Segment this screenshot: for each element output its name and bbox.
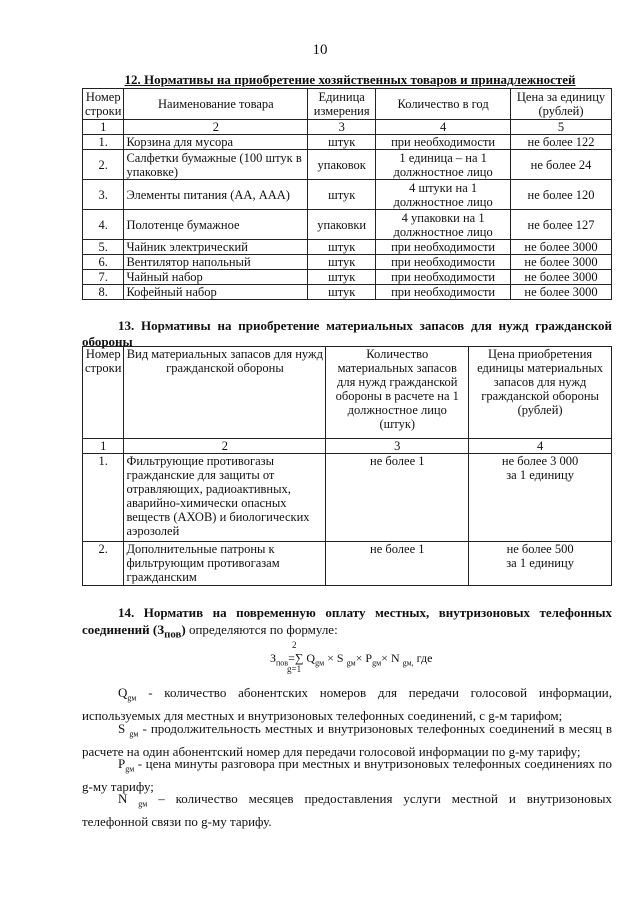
price-unit: за 1 единицу: [506, 468, 574, 482]
table-row: [83, 454, 612, 542]
item-quantity: при необходимости: [376, 270, 511, 285]
item-unit: штук: [308, 285, 376, 300]
row-number: 2.: [83, 542, 124, 586]
header-price: Цена за единицу (рублей): [511, 89, 612, 120]
row-number: 1.: [83, 135, 124, 150]
row-number: 8.: [83, 285, 124, 300]
item-price: не более 3000: [511, 285, 612, 300]
header-price: Цена приобретения единицы материальных запасов для нужд гражданской обороны (рублей): [469, 347, 612, 439]
material-name: Дополнительные патроны к фильтрующим противогазам гражданским: [124, 542, 326, 586]
section-12-title: 12. Нормативы на приобретение хозяйственных товаров и принадлежностей: [124, 72, 576, 87]
header-row-number: Номер строки: [83, 89, 124, 120]
definition-q: $Q_{gм}$ - количество абонентских номеров для передачи голосовой информации, используемых для местных и внутризоновых телефонных соединений, с g-м тарифом;: [82, 685, 612, 723]
table-household-goods: [82, 88, 612, 300]
item-unit: штук: [308, 135, 376, 150]
item-quantity: 4 упаковки на 1 должностное лицо: [376, 210, 511, 240]
col-number: 3: [308, 120, 376, 135]
item-quantity: при необходимости: [376, 285, 511, 300]
header-row-number: Номер строки: [83, 347, 124, 439]
col-number: 1: [83, 439, 124, 454]
col-number: 1: [83, 120, 124, 135]
page-number: 10: [312, 42, 328, 58]
table-row: [83, 285, 612, 300]
row-number: 6.: [83, 255, 124, 270]
col-number: 2: [124, 439, 326, 454]
material-price: [469, 454, 612, 542]
table-header-row: [83, 89, 612, 120]
header-item-name: Наименование товара: [124, 89, 308, 120]
col-number: 4: [376, 120, 511, 135]
column-number-row: [83, 439, 612, 454]
item-unit: штук: [308, 255, 376, 270]
price-unit: за 1 единицу: [506, 556, 574, 570]
item-price: не более 120: [511, 180, 612, 210]
item-quantity: 4 штуки на 1 должностное лицо: [376, 180, 511, 210]
material-quantity: не более 1: [326, 542, 469, 586]
item-unit: упаковки: [308, 210, 376, 240]
price-value: не более 500: [506, 542, 574, 556]
table-civil-defense: [82, 346, 612, 586]
item-quantity: 1 единица – на 1 должностное лицо: [376, 150, 511, 180]
definition-n: N $_{gм}$ – количество месяцев предоставления услуги местной и внутризоновых телефонной связи по g-му тарифу.: [82, 791, 612, 829]
table-row: [83, 255, 612, 270]
sum-lower-limit: g=1: [287, 664, 302, 674]
item-quantity: при необходимости: [376, 240, 511, 255]
formula-body: $З_{пов}=\sum$ $Q_{gм} \times S$ $_{gм}\times P_{gм}\times N$ $_{gм,}$ где: [270, 651, 433, 668]
header-quantity: Количество материальных запасов для нужд гражданской обороны в расчете на 1 должностное лицо (штук): [326, 347, 469, 439]
header-quantity: Количество в год: [376, 89, 511, 120]
section-13-title: 13. Нормативы на приобретение материальных запасов для нужд гражданской обороны: [82, 318, 612, 349]
item-price: не более 3000: [511, 255, 612, 270]
section-14-title: 14. Норматив на повременную оплату местных, внутризоновых телефонных соединений $(З_{пов})$: [82, 605, 612, 641]
item-quantity: при необходимости: [376, 255, 511, 270]
header-material-type: Вид материальных запасов для нужд гражданской обороны: [124, 347, 326, 439]
item-price: не более 3000: [511, 240, 612, 255]
item-price: не более 122: [511, 135, 612, 150]
table-row: [83, 150, 612, 180]
item-quantity: при необходимости: [376, 135, 511, 150]
material-price: [469, 542, 612, 586]
item-name: Чайник электрический: [124, 240, 308, 255]
price-value: не более 3 000: [501, 454, 579, 468]
item-name: Чайный набор: [124, 270, 308, 285]
item-price: не более 24: [511, 150, 612, 180]
table-row: [83, 240, 612, 255]
table-row: [83, 210, 612, 240]
table-row: [83, 180, 612, 210]
header-unit: Единица измерения: [308, 89, 376, 120]
item-name: Корзина для мусора: [124, 135, 308, 150]
col-number: 3: [326, 439, 469, 454]
row-number: 7.: [83, 270, 124, 285]
col-number: 2: [124, 120, 308, 135]
item-name: Полотенце бумажное: [124, 210, 308, 240]
item-price: не более 127: [511, 210, 612, 240]
row-number: 2.: [83, 150, 124, 180]
item-name: Кофейный набор: [124, 285, 308, 300]
table-row: [83, 135, 612, 150]
row-number: 5.: [83, 240, 124, 255]
col-number: 4: [469, 439, 612, 454]
formula: [270, 640, 490, 676]
section-14-intro: [82, 604, 612, 644]
table-header-row: [83, 347, 612, 439]
column-number-row: [83, 120, 612, 135]
item-name: Элементы питания (АА, ААА): [124, 180, 308, 210]
item-unit: штук: [308, 270, 376, 285]
definition-p: $P_{gм}$ - цена минуты разговора при местных и внутризоновых телефонных соединениях по g-му тарифу;: [82, 756, 612, 794]
item-unit: штук: [308, 180, 376, 210]
definition-s: S $_{gм}$ - продолжительность местных и внутризоновых телефонных соединений в месяц в расчете на один абонентский номер для передачи голосовой информации по g-му тарифу;: [82, 721, 613, 759]
row-number: 4.: [83, 210, 124, 240]
sum-upper-limit: 2: [292, 640, 297, 650]
table-row: [83, 270, 612, 285]
section-14-title-rest: определяются по формуле:: [185, 622, 338, 637]
row-number: 1.: [83, 454, 124, 542]
row-number: 3.: [83, 180, 124, 210]
material-quantity: не более 1: [326, 454, 469, 542]
item-name: Вентилятор напольный: [124, 255, 308, 270]
item-price: не более 3000: [511, 270, 612, 285]
item-unit: упаковок: [308, 150, 376, 180]
material-name: Фильтрующие противогазы гражданские для защиты от отравляющих, радиоактивных, аварийно-химически опасных веществ (АХОВ) и биологических аэрозолей: [124, 454, 326, 542]
item-unit: штук: [308, 240, 376, 255]
table-row: [83, 542, 612, 586]
item-name: Салфетки бумажные (100 штук в упаковке): [124, 150, 308, 180]
col-number: 5: [511, 120, 612, 135]
